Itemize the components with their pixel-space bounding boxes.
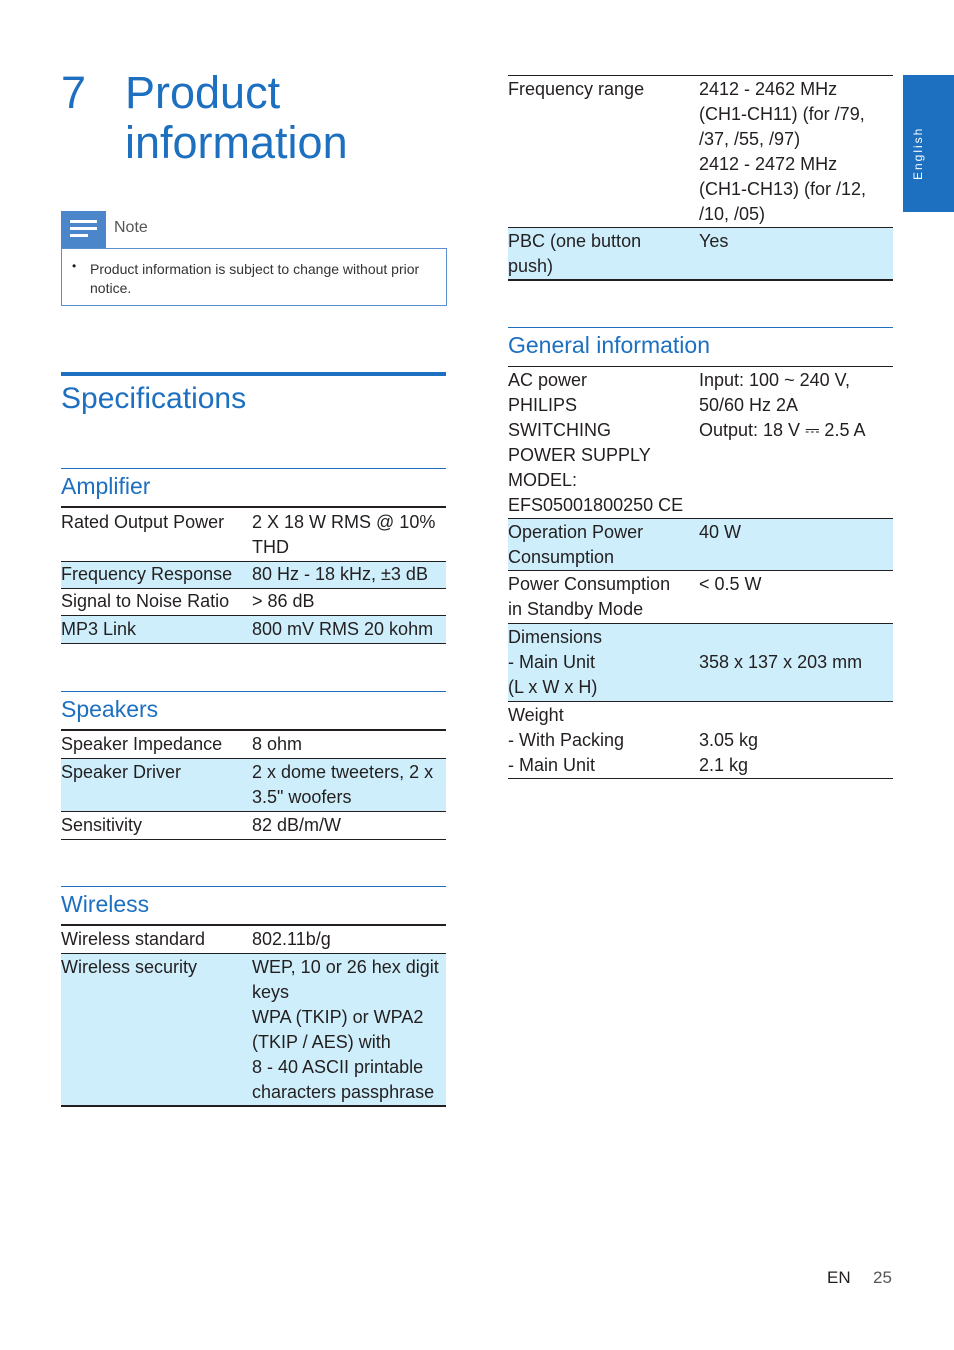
general-section — [508, 327, 893, 779]
spec-value: < 0.5 W — [699, 574, 762, 594]
spec-key: Sensitivity — [61, 815, 143, 835]
spec-row — [61, 508, 446, 562]
spec-row — [508, 76, 893, 228]
spec-value: 2412 - 2462 MHz (CH1-CH11) (for /79, /37, /55, /97) 2412 - 2472 MHz (CH1-CH13) (for /12, /10, /05) — [699, 79, 867, 224]
spec-key: Weight - With Packing - Main Unit — [508, 705, 625, 775]
spec-key: Wireless standard — [61, 929, 206, 949]
spec-value: Input: 100 ~ 240 V, 50/60 Hz 2A Output: 18 V ⎓ 2.5 A — [699, 370, 866, 440]
speakers-section — [61, 691, 446, 840]
spec-key: MP3 Link — [61, 619, 137, 639]
amplifier-title: Amplifier — [61, 468, 446, 508]
specifications-title: Specifications — [61, 382, 247, 415]
spec-row — [61, 926, 446, 954]
spec-key: Operation Power Consumption — [508, 522, 644, 567]
spec-key: Speaker Impedance — [61, 734, 223, 754]
spec-row — [508, 367, 893, 519]
chapter-number: 7 — [61, 67, 87, 118]
spec-row — [61, 731, 446, 759]
spec-row — [61, 812, 446, 840]
spec-row — [61, 954, 446, 1107]
spec-key: Frequency range — [508, 79, 645, 99]
spec-row — [508, 624, 893, 702]
spec-row — [508, 702, 893, 779]
specifications-heading — [61, 372, 446, 416]
spec-value: Yes — [699, 231, 729, 251]
amplifier-section — [61, 468, 446, 644]
spec-row — [61, 616, 446, 644]
spec-key: Speaker Driver — [61, 762, 182, 782]
spec-value: WEP, 10 or 26 hex digit keys WPA (TKIP) or WPA2 (TKIP / AES) with 8 - 40 ASCII printable characters passphrase — [252, 957, 439, 1102]
wireless-title: Wireless — [61, 886, 446, 926]
speakers-title: Speakers — [61, 691, 446, 731]
spec-row — [61, 589, 446, 616]
spec-row — [61, 759, 446, 812]
spec-value: 800 mV RMS 20 kohm — [252, 619, 434, 639]
spec-row — [508, 519, 893, 571]
spec-key: Frequency Response — [61, 564, 233, 584]
spec-value: 3.05 kg 2.1 kg — [699, 730, 759, 775]
note-box — [61, 248, 447, 306]
spec-value: 802.11b/g — [252, 929, 331, 949]
language-label: English — [911, 126, 925, 180]
note-label: Note — [114, 219, 148, 236]
spec-row — [508, 571, 893, 624]
wireless-section — [61, 886, 446, 1107]
spec-value: 8 ohm — [252, 734, 303, 754]
spec-row — [61, 562, 446, 589]
spec-value: 358 x 137 x 203 mm — [699, 652, 863, 672]
spec-key: Wireless security — [61, 957, 198, 977]
spec-value: 2 X 18 W RMS @ 10% THD — [252, 512, 436, 557]
spec-key: PBC (one button push) — [508, 231, 642, 276]
spec-key: Dimensions - Main Unit (L x W x H) — [508, 627, 603, 697]
spec-value: 80 Hz - 18 kHz, ±3 dB — [252, 564, 428, 584]
footer-language: EN — [827, 1268, 851, 1287]
spec-key: Power Consumption in Standby Mode — [508, 574, 671, 619]
spec-value: 82 dB/m/W — [252, 815, 342, 835]
spec-row — [508, 228, 893, 281]
language-tab — [903, 75, 954, 212]
spec-key: Signal to Noise Ratio — [61, 591, 230, 611]
spec-value: 2 x dome tweeters, 2 x 3.5" woofers — [252, 762, 434, 807]
spec-value: 40 W — [699, 522, 742, 542]
wireless-continued-section — [508, 75, 893, 281]
note-text: Product information is subject to change without prior notice. — [90, 261, 420, 296]
chapter-title: Product information — [125, 67, 348, 168]
spec-value: > 86 dB — [252, 591, 315, 611]
general-title: General information — [508, 327, 893, 367]
spec-key: AC power PHILIPS SWITCHING POWER SUPPLY MODEL: EFS05001800250 CE — [508, 370, 684, 515]
note-icon — [61, 211, 106, 249]
spec-key: Rated Output Power — [61, 512, 225, 532]
bullet-icon: • — [72, 259, 77, 273]
page-number: 25 — [873, 1268, 892, 1287]
